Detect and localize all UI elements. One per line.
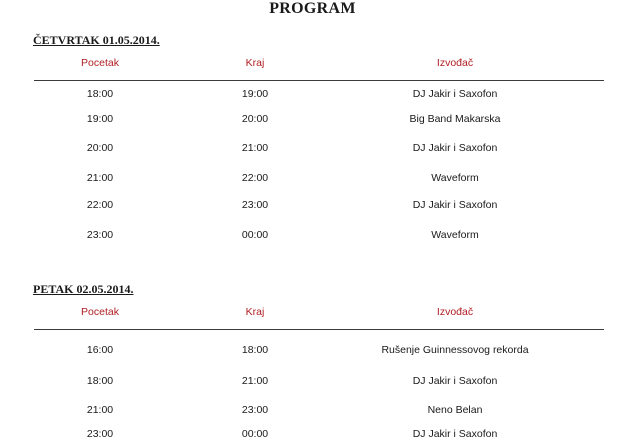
column-header-start: Pocetak bbox=[81, 57, 119, 69]
performer: DJ Jakir i Saxofon bbox=[412, 142, 498, 154]
day-heading: PETAK 02.05.2014. bbox=[33, 282, 134, 296]
performer: DJ Jakir i Saxofon bbox=[412, 375, 498, 387]
end-time: 20:00 bbox=[241, 113, 269, 125]
column-header-start: Pocetak bbox=[81, 306, 119, 318]
start-time: 18:00 bbox=[86, 88, 114, 100]
start-time: 23:00 bbox=[86, 428, 114, 440]
end-time: 21:00 bbox=[241, 375, 269, 387]
column-header-performer: Izvođač bbox=[436, 57, 474, 69]
performer: Waveform bbox=[431, 229, 479, 241]
end-time: 23:00 bbox=[241, 404, 269, 416]
performer: Waveform bbox=[431, 172, 479, 184]
column-header-end: Kraj bbox=[245, 306, 265, 318]
end-time: 21:00 bbox=[241, 142, 269, 154]
start-time: 23:00 bbox=[86, 229, 114, 241]
start-time: 20:00 bbox=[86, 142, 114, 154]
performer: DJ Jakir i Saxofon bbox=[412, 88, 498, 100]
end-time: 00:00 bbox=[241, 428, 269, 440]
performer: Big Band Makarska bbox=[409, 113, 501, 125]
column-header-performer: Izvođač bbox=[436, 306, 474, 318]
start-time: 21:00 bbox=[86, 172, 114, 184]
start-time: 21:00 bbox=[86, 404, 114, 416]
performer: DJ Jakir i Saxofon bbox=[412, 199, 498, 211]
column-header-end: Kraj bbox=[245, 57, 265, 69]
header-divider bbox=[34, 329, 604, 330]
performer: Rušenje Guinnessovog rekorda bbox=[381, 344, 529, 356]
day-section-friday bbox=[0, 282, 625, 441]
performer: DJ Jakir i Saxofon bbox=[412, 428, 498, 440]
end-time: 18:00 bbox=[241, 344, 269, 356]
end-time: 22:00 bbox=[241, 172, 269, 184]
end-time: 23:00 bbox=[241, 199, 269, 211]
start-time: 19:00 bbox=[86, 113, 114, 125]
end-time: 19:00 bbox=[241, 88, 269, 100]
day-heading: ČETVRTAK 01.05.2014. bbox=[33, 33, 160, 47]
start-time: 16:00 bbox=[86, 344, 114, 356]
page-title: PROGRAM bbox=[269, 0, 356, 17]
start-time: 18:00 bbox=[86, 375, 114, 387]
day-section-thursday bbox=[0, 33, 625, 241]
end-time: 00:00 bbox=[241, 229, 269, 241]
header-divider bbox=[34, 80, 604, 81]
performer: Neno Belan bbox=[427, 404, 483, 416]
start-time: 22:00 bbox=[86, 199, 114, 211]
